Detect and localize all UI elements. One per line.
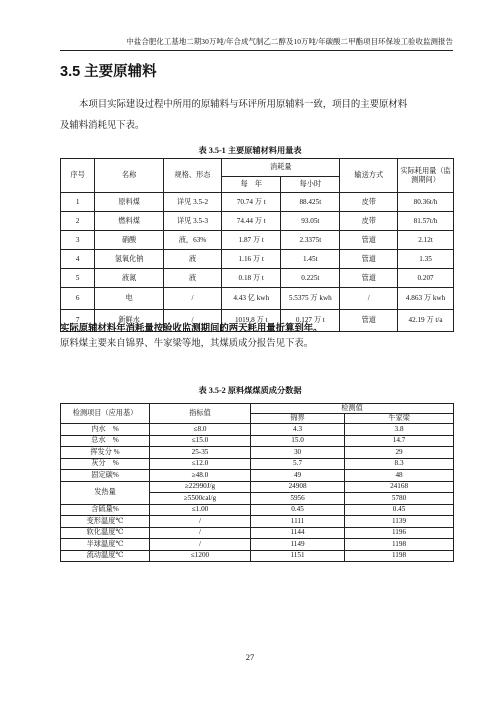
cell-trans: /	[340, 288, 398, 310]
cell-niujialiang: 5780	[345, 493, 454, 505]
cell-trans: 管道	[340, 310, 398, 332]
table-row	[61, 470, 454, 482]
table-row	[61, 193, 454, 212]
table-row	[61, 539, 454, 551]
table-row	[61, 516, 454, 528]
cell-year: 1.16 万 t	[222, 250, 281, 269]
cell-item: 灰分 %	[61, 458, 150, 470]
table-row	[61, 269, 454, 288]
cell-no: 3	[61, 231, 95, 250]
cell-jinjie: 5956	[251, 493, 345, 505]
cell-trans: 皮带	[340, 212, 398, 231]
cell-spec: 液，63%	[163, 231, 221, 250]
cell-no: 5	[61, 269, 95, 288]
cell-niujialiang: 1198	[345, 550, 454, 562]
cell-trans: 管道	[340, 231, 398, 250]
cell-year: 74.44 万 t	[222, 212, 281, 231]
cell-hour: 93.05t	[281, 212, 340, 231]
table-row	[61, 504, 454, 516]
cell-name: 原料煤	[95, 193, 163, 212]
cell-spec: /	[163, 288, 221, 310]
cell-niujialiang: 3.8	[345, 424, 454, 436]
cell-trans: 管道	[340, 250, 398, 269]
cell-trans: 皮带	[340, 193, 398, 212]
cell-index: ≤8.0	[150, 424, 251, 436]
cell-jinjie: 49	[251, 470, 345, 482]
cell-spec: 详见 3.5-3	[163, 212, 221, 231]
coal-quality-table	[60, 403, 454, 562]
cell-jinjie: 5.7	[251, 458, 345, 470]
cell-niujialiang: 24168	[345, 481, 454, 493]
table-row	[61, 447, 454, 459]
cell-hour: 88.425t	[281, 193, 340, 212]
cell-year: 0.18 万 t	[222, 269, 281, 288]
cell-actual: 80.36t/h	[398, 193, 454, 212]
table-row	[61, 481, 454, 493]
cell-jinjie: 1144	[251, 527, 345, 539]
cell-no: 1	[61, 193, 95, 212]
header-transport: 输送方式	[340, 159, 398, 193]
table2-caption: 表 3.5-2 原料煤煤质成分数据	[198, 386, 302, 395]
cell-year: 4.43 亿 kwh	[222, 288, 281, 310]
cell-item: 变形温度℃	[61, 516, 150, 528]
cell-index: 25-35	[150, 447, 251, 459]
cell-year: 1.87 万 t	[222, 231, 281, 250]
table-row	[61, 435, 454, 447]
header-consumption: 消耗量	[222, 159, 340, 177]
cell-item: 固定碳%	[61, 470, 150, 482]
cell-spec: 详见 3.5-2	[163, 193, 221, 212]
cell-no: 2	[61, 212, 95, 231]
cell-niujialiang: 29	[345, 447, 454, 459]
table-row	[61, 250, 454, 269]
cell-index: ≤1.00	[150, 504, 251, 516]
table-row	[61, 212, 454, 231]
cell-hour: 0.225t	[281, 269, 340, 288]
cell-name: 液氮	[95, 269, 163, 288]
cell-spec: 液	[163, 250, 221, 269]
cell-index: ≤12.0	[150, 458, 251, 470]
cell-actual: 42.19 万 t/a	[398, 310, 454, 332]
cell-niujialiang: 48	[345, 470, 454, 482]
cell-jinjie: 1111	[251, 516, 345, 528]
cell-no: 6	[61, 288, 95, 310]
cell-jinjie: 1149	[251, 539, 345, 551]
cell-jinjie: 30	[251, 447, 345, 459]
header-detected: 检测值	[251, 404, 454, 414]
cell-spec: 液	[163, 269, 221, 288]
cell-item: 内水 %	[61, 424, 150, 436]
table1-caption: 表 3.5-1 主要原辅材料用量表	[198, 146, 302, 155]
cell-name: 燃料煤	[95, 212, 163, 231]
header-per-year: 每 年	[222, 177, 281, 193]
cell-index: ≥22990J/g	[150, 481, 251, 493]
cell-name: 硝酸	[95, 231, 163, 250]
cell-trans: 管道	[340, 269, 398, 288]
cell-name: 新鲜水	[95, 310, 163, 332]
header-actual: 实际耗用量（监测期间）	[398, 159, 454, 193]
cell-hour: 2.3375t	[281, 231, 340, 250]
cell-item: 流动温度℃	[61, 550, 150, 562]
cell-hour: 1.45t	[281, 250, 340, 269]
cell-jinjie: 15.0	[251, 435, 345, 447]
table-row	[61, 424, 454, 436]
cell-actual: 4.863 万 kwh	[398, 288, 454, 310]
table-row	[61, 231, 454, 250]
cell-hour: 5.5375 万 kwh	[281, 288, 340, 310]
note-coal-source: 原料煤主要来自锦界、牛家梁等地，其煤质成分报告见下表。	[60, 339, 314, 349]
cell-niujialiang: 1198	[345, 539, 454, 551]
cell-index: ≥5500cal/g	[150, 493, 251, 505]
table-row	[61, 458, 454, 470]
cell-no: 4	[61, 250, 95, 269]
cell-index: ≤15.0	[150, 435, 251, 447]
header-no: 序号	[61, 159, 95, 193]
section-title: 3.5 主要原辅料	[60, 64, 157, 80]
header-index: 指标值	[150, 404, 251, 424]
cell-hour: 0.127 万 t	[281, 310, 340, 332]
cell-index: ≤1200	[150, 550, 251, 562]
cell-index: /	[150, 516, 251, 528]
cell-niujialiang: 14.7	[345, 435, 454, 447]
cell-item: 总水 %	[61, 435, 150, 447]
cell-jinjie: 1151	[251, 550, 345, 562]
table-row	[61, 550, 454, 562]
cell-niujialiang: 1139	[345, 516, 454, 528]
materials-table	[60, 158, 454, 332]
cell-niujialiang: 0.45	[345, 504, 454, 516]
cell-actual: 0.207	[398, 269, 454, 288]
cell-actual: 81.57t/h	[398, 212, 454, 231]
header-item: 检测项目（应用基）	[61, 404, 150, 424]
cell-item: 挥发分 %	[61, 447, 150, 459]
cell-niujialiang: 1196	[345, 527, 454, 539]
cell-no: 7	[61, 310, 95, 332]
page-header: 中盐合肥化工基地二期30万吨/年合成气制乙二醇及10万吨/年碳酸二甲酯项目环保竣工验收监测报告	[60, 36, 453, 51]
cell-year: 1019.8 万 t	[222, 310, 281, 332]
cell-index: /	[150, 539, 251, 551]
cell-item: 半球温度℃	[61, 539, 150, 551]
cell-niujialiang: 8.3	[345, 458, 454, 470]
cell-item: 软化温度℃	[61, 527, 150, 539]
cell-index: /	[150, 527, 251, 539]
cell-name: 电	[95, 288, 163, 310]
cell-heat-label: 发热量	[61, 481, 150, 504]
cell-spec: /	[163, 310, 221, 332]
cell-jinjie: 0.45	[251, 504, 345, 516]
header-jinjie: 锦界	[251, 414, 345, 424]
cell-name: 氢氧化钠	[95, 250, 163, 269]
intro-line-2: 及辅料消耗见下表。	[60, 121, 145, 131]
header-name: 名称	[95, 159, 163, 193]
page-number: 27	[245, 652, 255, 662]
cell-item: 含硫量%	[61, 504, 150, 516]
table-row	[61, 288, 454, 310]
header-spec: 规格、形态	[163, 159, 221, 193]
header-niujialiang: 牛家梁	[345, 414, 454, 424]
header-per-hour: 每小时	[281, 177, 340, 193]
cell-actual: 2.12t	[398, 231, 454, 250]
cell-index: ≥48.0	[150, 470, 251, 482]
cell-year: 70.74 万 t	[222, 193, 281, 212]
table-row	[61, 527, 454, 539]
cell-actual: 1.35	[398, 250, 454, 269]
cell-jinjie: 24908	[251, 481, 345, 493]
cell-jinjie: 4.3	[251, 424, 345, 436]
note-conversion: 实际原辅材料年消耗量按验收监测期间的两天耗用量折算到年。	[60, 324, 323, 334]
intro-line-1: 本项目实际建设过程中所用的原辅料与环评所用原辅料一致，项目的主要原材料	[79, 100, 408, 110]
